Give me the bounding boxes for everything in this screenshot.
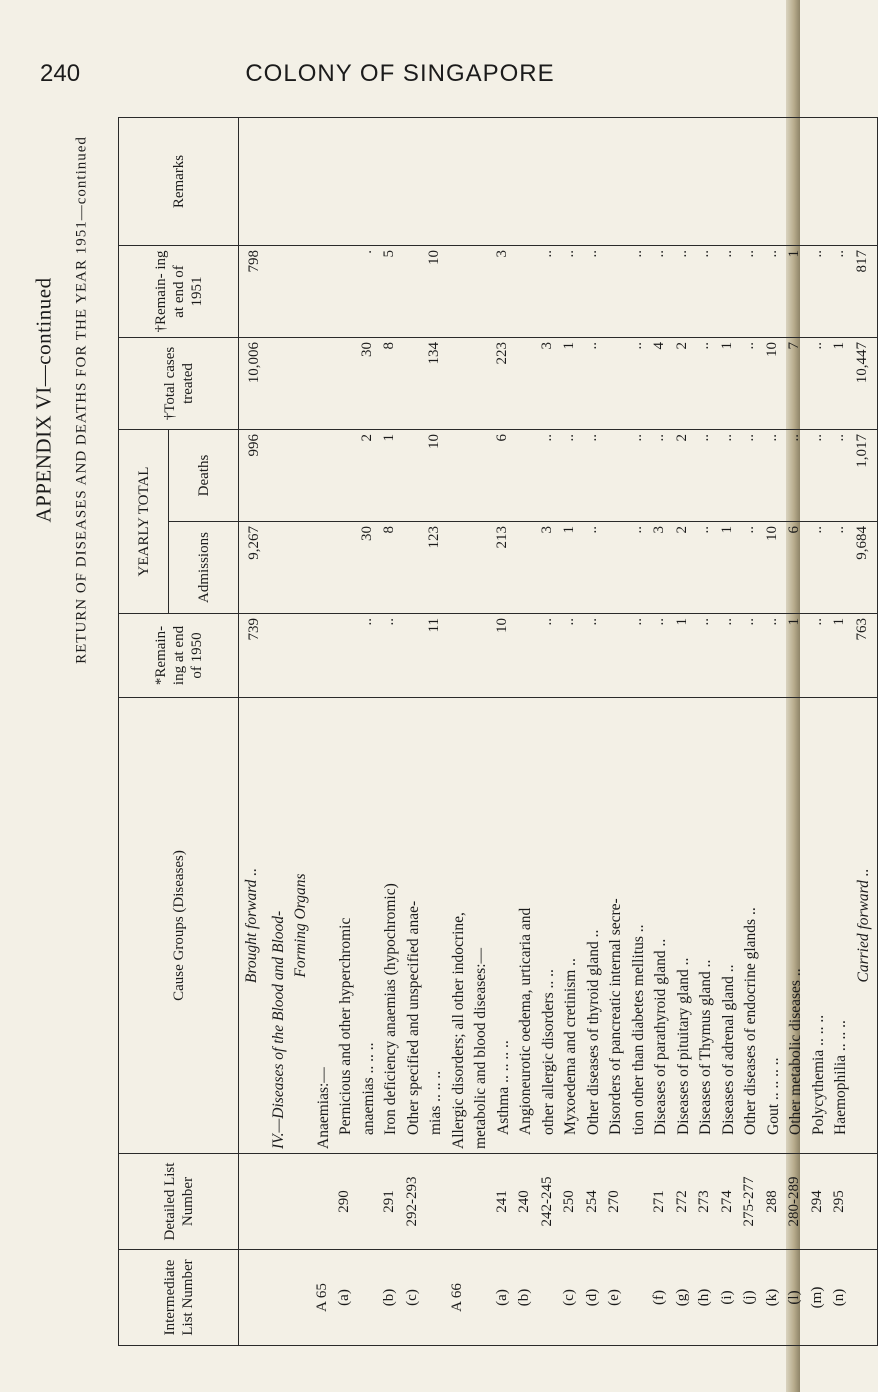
table-cell: (c) [403, 1289, 420, 1306]
table-cell: .. [831, 250, 847, 258]
table-cell: (a) [493, 1289, 510, 1306]
cause-line: Other metabolic diseases .. [787, 968, 804, 1135]
table-cell [468, 1158, 491, 1245]
table-cell: 294 [808, 1190, 825, 1213]
table-cell: 1 [831, 618, 847, 626]
table-cell: .. [651, 618, 667, 626]
cause-line: IV.—Diseases of the Blood and Blood- [269, 910, 287, 1149]
table-cell: 10 [426, 434, 442, 449]
table-cell [288, 1254, 311, 1341]
cause-line: Gout .. .. .. .. [764, 1057, 782, 1135]
table-cell [468, 618, 491, 693]
table-cell: (a) [336, 1289, 352, 1306]
table-cell [333, 342, 356, 425]
table-cell: (n) [831, 1288, 847, 1307]
cause-line: Carried forward .. [854, 868, 872, 983]
cause-line: Brought forward .. [243, 867, 260, 984]
table-cell: .. [808, 434, 825, 442]
table-cell: .. [628, 342, 645, 350]
table-cell [446, 1158, 469, 1245]
table-cell [266, 618, 289, 693]
table-cell: .. [696, 618, 712, 626]
table-cell: (b) [516, 1288, 532, 1307]
table-cell: .. [583, 618, 600, 626]
cause-line: Other diseases of thyroid gland .. [584, 929, 602, 1135]
table-cell: 292-293 [403, 1176, 420, 1227]
table-cell: 5 [381, 250, 397, 258]
table-cell [603, 342, 626, 425]
table-cell [423, 1254, 446, 1341]
table-cell: 270 [606, 1190, 622, 1213]
table-cell: 996 [246, 434, 262, 457]
table-cell: 242-245 [538, 1176, 555, 1227]
table-cell [356, 1158, 379, 1245]
cause-line: Pernicious and other hyperchromic [337, 917, 354, 1135]
table-cell [266, 250, 289, 333]
table-cell [603, 618, 626, 693]
cause-line: other allergic disorders .. .. [539, 969, 557, 1135]
appendix-title: APPENDIX VI—continued [31, 277, 56, 523]
table-cell [311, 618, 334, 693]
table-cell [401, 618, 424, 693]
cause-line: Angioneurotic oedema, urticaria and [517, 907, 534, 1135]
header-yearly-total: YEARLY TOTAL [119, 430, 169, 614]
table-cell: 6 [493, 434, 510, 442]
table-cell: .. [696, 526, 712, 534]
table-cell: 9,267 [246, 526, 262, 560]
table-cell [243, 1254, 266, 1341]
table-cell: 134 [426, 342, 442, 365]
table-cell: .. [741, 434, 757, 442]
table-cell [311, 434, 334, 517]
cause-line: Allergic disorders; all other indocrine, [449, 912, 467, 1149]
table-cell: .. [538, 250, 555, 258]
table-cell [603, 526, 626, 609]
table-cell: 1 [718, 526, 735, 534]
table-cell: .. [628, 526, 645, 534]
table-cell: 1 [786, 250, 802, 258]
table-cell: 213 [493, 526, 510, 549]
table-cell [513, 526, 536, 609]
table-cell: .. [583, 526, 600, 534]
table-cell [288, 434, 311, 517]
table-cell: 291 [381, 1190, 397, 1213]
table-cell: .. [538, 434, 555, 442]
table-cell: .. [741, 618, 757, 626]
table-cell: 1 [786, 618, 802, 626]
cause-line: metabolic and blood diseases:— [472, 947, 489, 1149]
col-admissions [239, 522, 878, 614]
table-cell: .. [561, 250, 577, 258]
table-cell: 2 [673, 526, 690, 534]
table-cell [468, 434, 491, 517]
table-cell: .. [696, 434, 712, 442]
table-cell: .. [628, 250, 645, 258]
table-cell: . [358, 250, 375, 254]
table-cell: 8 [381, 342, 397, 350]
table-cell: .. [718, 250, 735, 258]
col-detailed [239, 1154, 878, 1250]
table-cell: 1 [718, 342, 735, 350]
cause-line: anaemias .. .. .. [359, 1042, 377, 1135]
table-cell: 2 [673, 434, 690, 442]
table-cell: .. [381, 618, 397, 626]
table-cell: (k) [763, 1288, 780, 1307]
table-cell: 10 [426, 250, 442, 265]
table-cell: (m) [808, 1286, 825, 1309]
table-cell: 273 [696, 1190, 712, 1213]
table-cell [626, 1254, 649, 1341]
table-cell: 2 [673, 342, 690, 350]
col-remarks [239, 118, 878, 246]
table-cell: 223 [493, 342, 510, 365]
table-cell: 3 [651, 526, 667, 534]
table-cell [333, 526, 356, 609]
table-cell: 295 [831, 1190, 847, 1213]
cause-line: Diseases of adrenal gland .. [719, 964, 737, 1135]
table-cell: 10,447 [853, 342, 870, 384]
table-cell: 30 [358, 342, 375, 357]
table-cell: .. [831, 434, 847, 442]
table-cell: (g) [673, 1288, 690, 1307]
table-cell: .. [628, 618, 645, 626]
table-cell: 274 [718, 1190, 735, 1213]
table-cell: 1 [561, 526, 577, 534]
table-cell: .. [651, 434, 667, 442]
cause-line: Diseases of Thymus gland .. [697, 959, 714, 1135]
table-cell: 2 [358, 434, 375, 442]
table-cell: .. [583, 250, 600, 258]
table-cell: 250 [561, 1190, 577, 1213]
page-number: 240 [40, 60, 81, 87]
table-cell: 739 [246, 618, 262, 641]
table-cell [468, 342, 491, 425]
table-cell: 280-289 [786, 1176, 802, 1227]
table-cell [626, 1158, 649, 1245]
table-cell [333, 434, 356, 517]
table-cell: (c) [561, 1289, 577, 1306]
table-cell: .. [358, 618, 375, 626]
table-cell [446, 434, 469, 517]
table-cell: .. [808, 618, 825, 626]
table-cell [401, 434, 424, 517]
table-cell: 1,017 [853, 434, 870, 468]
table-cell: 275-277 [741, 1176, 757, 1227]
header-total-cases: †Total cases treated [119, 338, 239, 430]
table-cell [401, 526, 424, 609]
table-cell: .. [718, 618, 735, 626]
table-cell: 240 [516, 1190, 532, 1213]
table-cell: 1 [561, 342, 577, 350]
col-deaths [239, 430, 878, 522]
table-cell [513, 342, 536, 425]
table-cell: 8 [381, 526, 397, 534]
header-admissions: Admissions [169, 522, 239, 614]
table-cell: 271 [651, 1190, 667, 1213]
table-cell [266, 1254, 289, 1341]
table-cell: 3 [493, 250, 510, 258]
table-cell [401, 250, 424, 333]
table-cell [513, 618, 536, 693]
table-cell [288, 342, 311, 425]
header-remarks: Remarks [119, 118, 239, 246]
cause-line: Polycythemia .. .. .. [809, 1014, 827, 1135]
table-cell: 763 [853, 618, 870, 641]
table-cell: 30 [358, 526, 375, 541]
table-cell [446, 618, 469, 693]
table-cell: .. [763, 250, 780, 258]
running-head: COLONY OF SINGAPORE [245, 60, 555, 87]
table-cell: 9,684 [853, 526, 870, 560]
table-cell: .. [718, 434, 735, 442]
table-cell: (i) [718, 1290, 735, 1305]
cause-line: tion other than diabetes mellitus .. [629, 924, 647, 1135]
table-cell: .. [786, 434, 802, 442]
cause-line: Other specified and unspecified anae- [404, 900, 422, 1135]
table-cell: (b) [381, 1288, 397, 1307]
table-cell [266, 526, 289, 609]
table-cell [243, 1158, 266, 1245]
table-cell: (l) [786, 1290, 802, 1305]
table-cell: 1 [673, 618, 690, 626]
table-cell: 798 [246, 250, 262, 273]
table-cell: .. [583, 434, 600, 442]
cause-line: Haemophilia .. .. .. [832, 1020, 849, 1135]
table-cell: 1 [831, 342, 847, 350]
table-cell [266, 342, 289, 425]
table-cell: (h) [696, 1288, 712, 1307]
header-remaining-1951: †Remain- ing at end of 1951 [119, 246, 239, 338]
table-cell [333, 618, 356, 693]
table-cell: .. [741, 250, 757, 258]
col-intermediate [239, 1250, 878, 1346]
table-cell: 290 [336, 1190, 352, 1213]
table-cell: .. [696, 250, 712, 258]
cause-line: Other diseases of endocrine glands .. [742, 907, 759, 1135]
table-cell [311, 342, 334, 425]
table-cell: (d) [583, 1288, 600, 1307]
table-cell [446, 526, 469, 609]
table-cell: .. [763, 618, 780, 626]
table-cell: A 66 [448, 1283, 465, 1312]
table-cell [513, 250, 536, 333]
table-cell: .. [808, 342, 825, 350]
header-cause: Cause Groups (Diseases) [119, 698, 239, 1154]
header-intermediate: Intermediate List Number [119, 1250, 239, 1346]
table-cell [603, 434, 626, 517]
table-cell: .. [561, 618, 577, 626]
table-cell: 10,006 [246, 342, 262, 384]
table-cell: 123 [426, 526, 442, 549]
table-cell: .. [628, 434, 645, 442]
table-cell [288, 1158, 311, 1245]
table-cell [851, 1254, 874, 1341]
table-cell: (j) [741, 1290, 757, 1305]
table-cell: 10 [763, 526, 780, 541]
table-cell: A 65 [313, 1283, 330, 1312]
table-cell [311, 250, 334, 333]
cause-line: Forming Organs [292, 873, 309, 978]
table-cell [333, 250, 356, 333]
table-cell [288, 526, 311, 609]
table-cell: 254 [583, 1190, 600, 1213]
table-cell: 10 [763, 342, 780, 357]
table-cell: .. [831, 526, 847, 534]
header-remaining-1950: *Remain- ing at end of 1950 [119, 614, 239, 698]
table-cell [446, 250, 469, 333]
table-cell: 4 [651, 342, 667, 350]
table-cell: .. [561, 434, 577, 442]
return-title: RETURN OF DISEASES AND DEATHS FOR THE YEAR 1951—continued [73, 136, 90, 664]
table-cell: 6 [786, 526, 802, 534]
table-cell [536, 1254, 559, 1341]
table-cell: 272 [673, 1190, 690, 1213]
table-cell [311, 526, 334, 609]
col-remaining-1951 [239, 246, 878, 338]
cause-line: Anaemias:— [314, 1067, 332, 1149]
table-cell: (f) [651, 1290, 667, 1305]
table-cell: (e) [606, 1289, 622, 1306]
table-cell: .. [808, 526, 825, 534]
table-cell: .. [808, 250, 825, 258]
table-cell [446, 342, 469, 425]
cause-line: Myxoedema and cretinism .. [562, 958, 579, 1135]
table-cell [423, 1158, 446, 1245]
table-cell: 10 [493, 618, 510, 633]
table-cell [288, 618, 311, 693]
cause-line: Iron deficiency anaemias (hypochromic) [382, 883, 399, 1135]
table-cell [311, 1158, 334, 1245]
table-cell [468, 250, 491, 333]
table-cell: 288 [763, 1190, 780, 1213]
table-cell: 3 [538, 526, 555, 534]
table-cell [603, 250, 626, 333]
table-cell: .. [741, 342, 757, 350]
table-cell: 11 [426, 618, 442, 633]
table-cell [266, 1158, 289, 1245]
disease-return-table [118, 118, 872, 1346]
table-cell: .. [763, 434, 780, 442]
table-cell: 7 [786, 342, 802, 350]
cause-line: Diseases of parathyroid gland .. [652, 938, 669, 1135]
table-cell [288, 250, 311, 333]
table-cell [356, 1254, 379, 1341]
table-cell: .. [583, 342, 600, 350]
table-cell [468, 1254, 491, 1341]
cause-line: Asthma .. .. .. .. [494, 1040, 512, 1135]
table-cell: .. [673, 250, 690, 258]
col-total-cases [239, 338, 878, 430]
table-cell: .. [696, 342, 712, 350]
table-cell: .. [741, 526, 757, 534]
cause-line: mias .. .. .. [427, 1070, 444, 1135]
table-cell: 817 [853, 250, 870, 273]
header-deaths: Deaths [169, 430, 239, 522]
cause-line: Diseases of pituitary gland .. [674, 957, 692, 1135]
table-cell [513, 434, 536, 517]
table-cell: 1 [381, 434, 397, 442]
col-remaining-1950 [239, 614, 878, 698]
table-cell: .. [538, 618, 555, 626]
table-cell: 3 [538, 342, 555, 350]
table-cell [468, 526, 491, 609]
table-cell [266, 434, 289, 517]
table-cell [401, 342, 424, 425]
header-detailed: Detailed List Number [119, 1154, 239, 1250]
table-cell: .. [651, 250, 667, 258]
cause-line: Disorders of pancreatic internal secre- [607, 898, 624, 1135]
table-cell: 241 [493, 1190, 510, 1213]
table-cell [851, 1158, 874, 1245]
col-cause [239, 698, 878, 1154]
